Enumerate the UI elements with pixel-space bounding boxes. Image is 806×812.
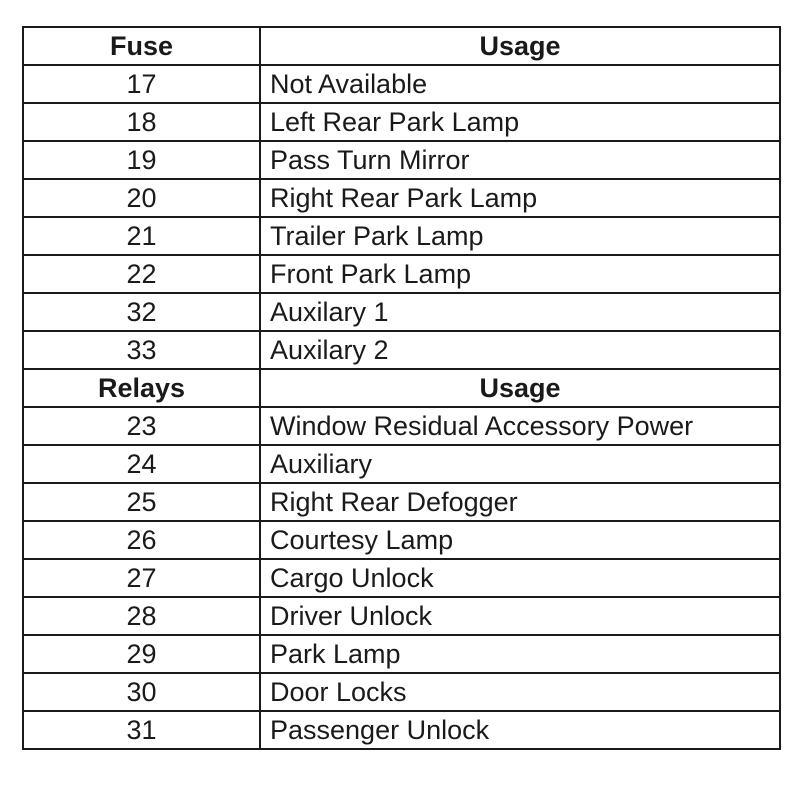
relay-usage: Cargo Unlock [260,559,780,597]
fuse-row [23,331,780,369]
relay-usage: Auxiliary [260,445,780,483]
fuse-usage: Pass Turn Mirror [260,141,780,179]
fuse-row [23,141,780,179]
relay-number: 24 [23,445,260,483]
relay-row [23,597,780,635]
relay-number: 27 [23,559,260,597]
relay-row [23,559,780,597]
fuse-usage: Trailer Park Lamp [260,217,780,255]
relay-row [23,445,780,483]
fuse-number: 18 [23,103,260,141]
relay-usage: Courtesy Lamp [260,521,780,559]
relay-number: 29 [23,635,260,673]
relay-row [23,483,780,521]
relay-usage: Door Locks [260,673,780,711]
fuse-relay-table [22,26,781,750]
relays-usage-column-header: Usage [260,369,780,407]
fuse-number: 21 [23,217,260,255]
fuse-row [23,217,780,255]
relays-header-row [23,369,780,407]
fuse-row [23,103,780,141]
fuse-number: 19 [23,141,260,179]
fuse-row [23,65,780,103]
relay-number: 30 [23,673,260,711]
relay-number: 31 [23,711,260,749]
relay-number: 23 [23,407,260,445]
relay-usage: Window Residual Accessory Power [260,407,780,445]
fuse-usage: Front Park Lamp [260,255,780,293]
fuse-usage: Left Rear Park Lamp [260,103,780,141]
fuse-usage: Auxilary 1 [260,293,780,331]
fuse-number: 32 [23,293,260,331]
relay-row [23,521,780,559]
fuse-number: 17 [23,65,260,103]
relay-row [23,711,780,749]
fuse-row [23,293,780,331]
relay-number: 28 [23,597,260,635]
relay-usage: Right Rear Defogger [260,483,780,521]
fuse-number: 22 [23,255,260,293]
fuse-row [23,179,780,217]
relays-column-header: Relays [23,369,260,407]
table-body [23,27,780,749]
fuse-usage-column-header: Usage [260,27,780,65]
relay-usage: Park Lamp [260,635,780,673]
relay-usage: Passenger Unlock [260,711,780,749]
fuse-row [23,255,780,293]
relay-row [23,673,780,711]
relay-row [23,635,780,673]
fuse-number: 20 [23,179,260,217]
relay-number: 25 [23,483,260,521]
fuse-header-row [23,27,780,65]
fuse-usage: Right Rear Park Lamp [260,179,780,217]
fuse-usage: Not Available [260,65,780,103]
relay-row [23,407,780,445]
fuse-usage: Auxilary 2 [260,331,780,369]
relay-number: 26 [23,521,260,559]
fuse-number: 33 [23,331,260,369]
relay-usage: Driver Unlock [260,597,780,635]
fuse-column-header: Fuse [23,27,260,65]
